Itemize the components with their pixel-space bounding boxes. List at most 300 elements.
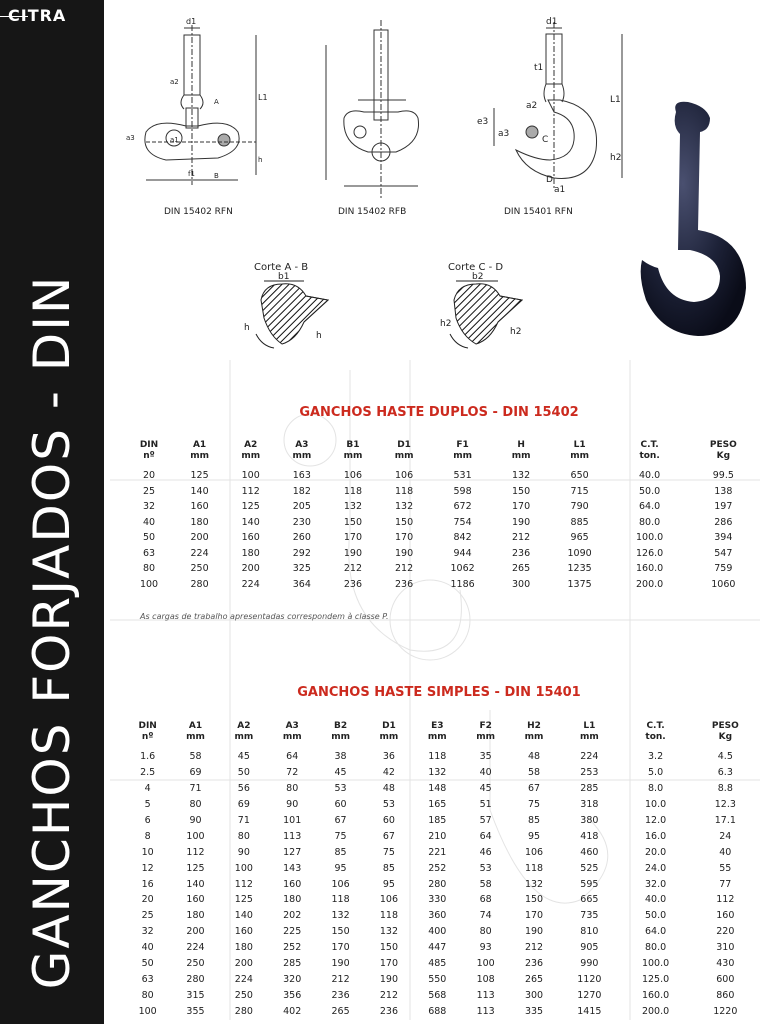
table-cell: 212 bbox=[524, 942, 544, 954]
table-cell: 460 bbox=[580, 846, 599, 858]
table-cell: 170 bbox=[379, 958, 398, 970]
svg-text:e3: e3 bbox=[477, 117, 489, 127]
table-cell: 106 bbox=[331, 878, 350, 890]
table-cell: 200.0 bbox=[636, 578, 664, 590]
svg-text:h: h bbox=[244, 323, 250, 333]
svg-text:h2: h2 bbox=[610, 153, 622, 163]
table-cell: 64 bbox=[479, 830, 492, 842]
table-cell: 485 bbox=[428, 958, 447, 970]
table-cell: 85 bbox=[382, 862, 395, 874]
table-cell: 252 bbox=[283, 942, 302, 954]
table-cell: 885 bbox=[570, 516, 589, 528]
table-cell: 95 bbox=[334, 862, 347, 874]
column-header-label: D1 bbox=[397, 440, 411, 450]
column-header bbox=[276, 440, 327, 468]
table-cell: 160 bbox=[190, 501, 209, 513]
column-header-label: B1 bbox=[346, 440, 360, 450]
table-cell: 280 bbox=[186, 973, 205, 985]
table-cell: 40.0 bbox=[644, 894, 667, 906]
table-cell: 310 bbox=[716, 942, 735, 954]
table-cell: 118 bbox=[524, 862, 544, 874]
table-cell: 118 bbox=[395, 485, 414, 497]
column-header-label: L1 bbox=[573, 440, 586, 450]
table-cell: 250 bbox=[186, 958, 205, 970]
table-row bbox=[124, 749, 760, 765]
hook-photo bbox=[641, 102, 746, 336]
table-cell: 330 bbox=[428, 894, 447, 906]
table-cell: 35 bbox=[479, 751, 492, 763]
table-cell: 50.0 bbox=[644, 910, 667, 922]
table-cell: 402 bbox=[283, 1005, 302, 1017]
table-cell: 265 bbox=[331, 1005, 350, 1017]
column-header-label: H2 bbox=[527, 721, 541, 731]
table-cell: 200 bbox=[190, 532, 209, 544]
table-cell: 252 bbox=[428, 862, 447, 874]
table-cell: 185 bbox=[428, 815, 447, 826]
table-cell: 148 bbox=[428, 783, 447, 795]
table-cell: 6.3 bbox=[717, 767, 733, 779]
table-cell: 568 bbox=[428, 989, 447, 1001]
table-cell: 72 bbox=[286, 767, 299, 779]
table-cell: 50 bbox=[141, 958, 154, 970]
table-cell: 69 bbox=[189, 767, 202, 779]
svg-text:h: h bbox=[258, 156, 263, 164]
table-cell: 212 bbox=[395, 563, 414, 575]
column-header-label: B2 bbox=[334, 721, 348, 731]
svg-text:Corte C - D: Corte C - D bbox=[448, 262, 504, 273]
table-cell: 125 bbox=[190, 470, 209, 482]
column-header-unit: mm bbox=[524, 732, 544, 742]
table-cell: 212 bbox=[331, 973, 350, 985]
table-cell: 58 bbox=[479, 878, 492, 890]
table-cell: 230 bbox=[292, 516, 311, 528]
table-cell: 64.0 bbox=[639, 501, 661, 513]
svg-text:d1: d1 bbox=[546, 17, 558, 27]
column-header-label: L1 bbox=[583, 721, 596, 731]
table-cell: 45 bbox=[334, 767, 347, 779]
table-cell: 100.0 bbox=[641, 958, 670, 970]
table-cell: 150 bbox=[524, 894, 544, 906]
table-cell: 595 bbox=[580, 878, 599, 890]
table-cell: 550 bbox=[428, 973, 447, 985]
table-row bbox=[124, 765, 760, 781]
column-header-unit: mm bbox=[570, 451, 589, 461]
table-din-15401 bbox=[124, 721, 760, 1019]
table-cell: 715 bbox=[570, 485, 589, 497]
table-cell: 71 bbox=[189, 783, 202, 795]
column-header bbox=[225, 440, 276, 468]
column-header bbox=[430, 440, 496, 468]
table-cell: 10.0 bbox=[644, 799, 667, 811]
table-cell: 150 bbox=[512, 485, 531, 497]
table-cell: 197 bbox=[714, 501, 733, 513]
column-header bbox=[621, 721, 691, 749]
table-cell: 212 bbox=[512, 532, 531, 544]
table-cell: 300 bbox=[524, 989, 544, 1001]
table-cell: 225 bbox=[283, 926, 302, 938]
table-cell: 60 bbox=[334, 799, 347, 811]
table-din-15402 bbox=[124, 440, 760, 592]
svg-text:a1: a1 bbox=[170, 136, 179, 144]
column-header-unit: mm bbox=[343, 451, 363, 461]
table-cell: 100 bbox=[234, 862, 253, 874]
table-cell: 160.0 bbox=[636, 563, 664, 575]
table-cell: 112 bbox=[186, 846, 205, 858]
table-row bbox=[124, 908, 760, 924]
table-cell: 236 bbox=[331, 989, 350, 1001]
table-cell: 180 bbox=[234, 942, 253, 954]
column-header bbox=[613, 440, 687, 468]
table-cell: 8 bbox=[144, 830, 151, 842]
svg-text:a1: a1 bbox=[554, 185, 566, 195]
table-cell: 99.5 bbox=[712, 470, 734, 482]
table-cell: 40 bbox=[142, 516, 156, 528]
column-header-label: PESO bbox=[709, 440, 737, 450]
table-cell: 16.0 bbox=[644, 830, 667, 842]
table-cell: 430 bbox=[716, 958, 735, 970]
table-cell: 180 bbox=[186, 910, 205, 922]
caption-din-15401-rfn: DIN 15401 RFN bbox=[504, 207, 573, 217]
column-header-unit: nº bbox=[141, 732, 154, 742]
table-cell: 265 bbox=[512, 563, 531, 575]
sidebar bbox=[0, 0, 104, 1024]
table-cell: 200 bbox=[186, 926, 205, 938]
column-header-label: A3 bbox=[295, 440, 309, 450]
column-header bbox=[268, 721, 316, 749]
table-cell: 170 bbox=[343, 532, 363, 544]
table-cell: 525 bbox=[580, 862, 599, 874]
table-cell: 4.5 bbox=[717, 751, 733, 763]
table-cell: 20 bbox=[142, 470, 156, 482]
column-header bbox=[496, 440, 547, 468]
table-cell: 380 bbox=[580, 815, 599, 826]
table-cell: 224 bbox=[190, 547, 209, 559]
table-cell: 32 bbox=[142, 501, 156, 513]
table-header-row bbox=[124, 440, 760, 468]
technical-drawings bbox=[106, 0, 768, 380]
table-cell: 77 bbox=[719, 878, 732, 890]
table-cell: 93 bbox=[479, 942, 492, 954]
table-cell: 112 bbox=[241, 485, 260, 497]
table-cell: 1.6 bbox=[140, 751, 156, 763]
column-header-label: C.T. bbox=[640, 440, 659, 450]
table-cell: 3.2 bbox=[648, 751, 664, 763]
column-header bbox=[327, 440, 378, 468]
table-cell: 236 bbox=[379, 1005, 398, 1017]
table-cell: 280 bbox=[428, 878, 447, 890]
table-cell: 80 bbox=[237, 830, 250, 842]
table-cell: 170 bbox=[395, 532, 414, 544]
table-cell: 108 bbox=[476, 973, 495, 985]
table-cell: 8.0 bbox=[648, 783, 664, 795]
table-cell: 150 bbox=[331, 926, 350, 938]
drawing-din-15402-rfn bbox=[126, 17, 268, 185]
table-cell: 418 bbox=[580, 830, 599, 842]
table-cell: 113 bbox=[283, 830, 302, 842]
table-cell: 100 bbox=[241, 470, 260, 482]
table-cell: 113 bbox=[476, 989, 495, 1001]
table-row bbox=[124, 797, 760, 813]
table-cell: 160 bbox=[716, 910, 735, 922]
svg-text:L1: L1 bbox=[610, 95, 621, 105]
table-cell: 48 bbox=[527, 751, 541, 763]
table-cell: 364 bbox=[292, 578, 311, 590]
svg-text:f1: f1 bbox=[188, 170, 195, 178]
table-row bbox=[124, 828, 760, 844]
table-cell: 965 bbox=[570, 532, 589, 544]
table-cell: 250 bbox=[234, 989, 253, 1001]
table-cell: 190 bbox=[395, 547, 414, 559]
table-cell: 335 bbox=[524, 1005, 544, 1017]
table-cell: 1062 bbox=[450, 563, 475, 575]
table-cell: 132 bbox=[512, 470, 531, 482]
table-cell: 5 bbox=[144, 799, 151, 811]
column-header bbox=[365, 721, 413, 749]
table1-title: GANCHOS HASTE DUPLOS - DIN 15402 bbox=[299, 405, 579, 420]
table-cell: 236 bbox=[395, 578, 414, 590]
table-row bbox=[124, 484, 760, 500]
svg-text:a2: a2 bbox=[170, 78, 179, 86]
table-cell: 2.5 bbox=[140, 767, 156, 779]
table-cell: 25 bbox=[142, 485, 156, 497]
column-header bbox=[220, 721, 268, 749]
table-cell: 85 bbox=[334, 846, 347, 858]
table-cell: 71 bbox=[237, 815, 250, 826]
table-cell: 150 bbox=[395, 516, 414, 528]
svg-text:Corte A - B: Corte A - B bbox=[254, 262, 309, 273]
column-header bbox=[547, 440, 613, 468]
table-cell: 190 bbox=[512, 516, 531, 528]
column-header bbox=[379, 440, 430, 468]
table-row bbox=[124, 468, 760, 484]
column-header bbox=[316, 721, 364, 749]
svg-text:B: B bbox=[214, 172, 219, 180]
column-header bbox=[461, 721, 509, 749]
svg-text:h: h bbox=[316, 331, 322, 341]
column-header bbox=[174, 440, 225, 468]
table-cell: 67 bbox=[382, 830, 395, 842]
table-cell: 132 bbox=[379, 926, 398, 938]
table-cell: 67 bbox=[527, 783, 541, 795]
column-header-unit: ton. bbox=[639, 451, 660, 461]
table-cell: 547 bbox=[714, 547, 733, 559]
column-header-unit: mm bbox=[190, 451, 209, 461]
table-cell: 200 bbox=[234, 958, 253, 970]
table-cell: 60 bbox=[382, 815, 395, 826]
column-header bbox=[510, 721, 558, 749]
table1-note: As cargas de trabalho apresentadas correspondem à classe P. bbox=[140, 612, 389, 621]
vertical-title: GANCHOS FORJADOS - DIN bbox=[23, 274, 81, 990]
column-header-unit: mm bbox=[282, 732, 302, 742]
column-header-unit: mm bbox=[453, 451, 472, 461]
table-cell: 220 bbox=[716, 926, 735, 938]
table-cell: 190 bbox=[343, 547, 363, 559]
column-header bbox=[687, 440, 760, 468]
table-cell: 55 bbox=[719, 862, 732, 874]
table-cell: 12 bbox=[141, 862, 154, 874]
table-cell: 143 bbox=[283, 862, 302, 874]
table-cell: 160 bbox=[241, 532, 260, 544]
table-cell: 400 bbox=[428, 926, 447, 938]
column-header-unit: mm bbox=[241, 451, 261, 461]
column-header-unit: mm bbox=[292, 451, 312, 461]
column-header-label: A1 bbox=[192, 440, 207, 450]
table-cell: 132 bbox=[343, 501, 363, 513]
table-cell: 790 bbox=[570, 501, 589, 513]
table-cell: 150 bbox=[343, 516, 363, 528]
table-cell: 36 bbox=[382, 751, 395, 763]
table-cell: 1220 bbox=[713, 1005, 738, 1017]
table-cell: 236 bbox=[512, 547, 531, 559]
column-header-unit: mm bbox=[579, 732, 599, 742]
svg-text:a3: a3 bbox=[498, 129, 510, 139]
table-cell: 118 bbox=[343, 485, 363, 497]
table-cell: 1060 bbox=[711, 578, 736, 590]
table-cell: 140 bbox=[186, 878, 205, 890]
table-cell: 1415 bbox=[577, 1005, 602, 1017]
table-cell: 90 bbox=[286, 799, 299, 811]
table-cell: 200.0 bbox=[641, 1005, 670, 1017]
brand-logo: CITRA bbox=[8, 6, 67, 25]
table-row bbox=[124, 987, 760, 1003]
table-cell: 170 bbox=[524, 910, 544, 922]
table-cell: 672 bbox=[453, 501, 472, 513]
table-row bbox=[124, 530, 760, 546]
table-cell: 57 bbox=[479, 815, 492, 826]
column-header-unit: mm bbox=[331, 732, 350, 742]
table-cell: 224 bbox=[241, 578, 260, 590]
table-cell: 1186 bbox=[450, 578, 475, 590]
table-cell: 355 bbox=[186, 1005, 205, 1017]
table-cell: 260 bbox=[292, 532, 311, 544]
svg-text:h2: h2 bbox=[440, 319, 452, 329]
svg-text:A: A bbox=[214, 98, 219, 106]
table-cell: 95 bbox=[382, 878, 395, 890]
column-header-label: A2 bbox=[237, 721, 251, 731]
column-header-label: F1 bbox=[456, 440, 469, 450]
table-cell: 688 bbox=[428, 1005, 447, 1017]
table-cell: 236 bbox=[524, 958, 544, 970]
column-header-label: DIN bbox=[138, 721, 157, 731]
table-row bbox=[124, 940, 760, 956]
table-cell: 38 bbox=[334, 751, 347, 763]
table-cell: 160 bbox=[186, 894, 205, 906]
table-cell: 118 bbox=[428, 751, 447, 763]
table-cell: 285 bbox=[580, 783, 599, 795]
table-cell: 118 bbox=[331, 894, 350, 906]
table-cell: 1270 bbox=[577, 989, 602, 1001]
column-header-label: F2 bbox=[479, 721, 492, 731]
drawing-din-15402-rfb bbox=[326, 20, 419, 200]
table-cell: 160.0 bbox=[641, 989, 670, 1001]
table-cell: 600 bbox=[716, 973, 735, 985]
table-cell: 265 bbox=[524, 973, 544, 985]
table-cell: 286 bbox=[714, 516, 733, 528]
svg-text:L1: L1 bbox=[258, 93, 268, 102]
table-cell: 101 bbox=[283, 815, 302, 826]
table-row bbox=[124, 561, 760, 577]
table-cell: 32 bbox=[141, 926, 154, 938]
table-cell: 138 bbox=[714, 485, 733, 497]
table-cell: 56 bbox=[237, 783, 250, 795]
table-cell: 24 bbox=[719, 830, 732, 842]
table-cell: 90 bbox=[189, 815, 202, 826]
table-cell: 202 bbox=[283, 910, 302, 922]
column-header-label: H bbox=[517, 440, 525, 450]
table-cell: 24.0 bbox=[644, 862, 667, 874]
table-cell: 118 bbox=[379, 910, 398, 922]
svg-text:D: D bbox=[546, 175, 553, 185]
table-cell: 280 bbox=[190, 578, 209, 590]
table-cell: 106 bbox=[343, 470, 363, 482]
table-row bbox=[124, 956, 760, 972]
column-header bbox=[413, 721, 461, 749]
table-cell: 53 bbox=[334, 783, 347, 795]
table-cell: 190 bbox=[524, 926, 544, 938]
table-cell: 40.0 bbox=[639, 470, 661, 482]
table-cell: 180 bbox=[190, 516, 209, 528]
svg-text:a3: a3 bbox=[126, 134, 135, 142]
table-header-row bbox=[124, 721, 760, 749]
table-cell: 64 bbox=[286, 751, 299, 763]
table-cell: 10 bbox=[141, 846, 154, 858]
table-cell: 754 bbox=[453, 516, 472, 528]
table-cell: 735 bbox=[580, 910, 599, 922]
table-cell: 64.0 bbox=[644, 926, 667, 938]
table-row bbox=[124, 860, 760, 876]
table-row bbox=[124, 1003, 760, 1019]
table-cell: 53 bbox=[382, 799, 395, 811]
table-cell: 905 bbox=[580, 942, 599, 954]
section-c-d bbox=[440, 262, 522, 348]
table-cell: 598 bbox=[453, 485, 472, 497]
table-cell: 160 bbox=[234, 926, 253, 938]
table-cell: 650 bbox=[570, 470, 589, 482]
table-cell: 16 bbox=[141, 878, 154, 890]
column-header-label: PESO bbox=[711, 721, 739, 731]
table-cell: 320 bbox=[283, 973, 302, 985]
table-cell: 85 bbox=[527, 815, 541, 826]
column-header-label: A2 bbox=[244, 440, 258, 450]
table-cell: 300 bbox=[512, 578, 531, 590]
column-header-label: DIN bbox=[139, 440, 159, 450]
column-header bbox=[691, 721, 760, 749]
table-cell: 1090 bbox=[567, 547, 592, 559]
table-cell: 100 bbox=[186, 830, 205, 842]
column-header-unit: mm bbox=[511, 451, 531, 461]
table-cell: 63 bbox=[142, 547, 156, 559]
table-row bbox=[124, 781, 760, 797]
table-cell: 210 bbox=[428, 830, 447, 842]
caption-din-15402-rfn: DIN 15402 RFN bbox=[164, 207, 233, 217]
table-cell: 360 bbox=[428, 910, 447, 922]
table-cell: 75 bbox=[527, 799, 541, 811]
table-cell: 90 bbox=[237, 846, 250, 858]
table-cell: 125 bbox=[234, 894, 253, 906]
table-cell: 224 bbox=[234, 973, 253, 985]
table-row bbox=[124, 515, 760, 531]
table-cell: 80 bbox=[189, 799, 202, 811]
table-row bbox=[124, 499, 760, 515]
column-header bbox=[171, 721, 219, 749]
column-header-label: A3 bbox=[285, 721, 299, 731]
table-cell: 80.0 bbox=[639, 516, 661, 528]
table-cell: 32.0 bbox=[644, 878, 667, 890]
table-cell: 80 bbox=[142, 563, 156, 575]
table-cell: 447 bbox=[428, 942, 447, 954]
table-cell: 6 bbox=[144, 815, 151, 826]
column-header-label: C.T. bbox=[646, 721, 665, 731]
